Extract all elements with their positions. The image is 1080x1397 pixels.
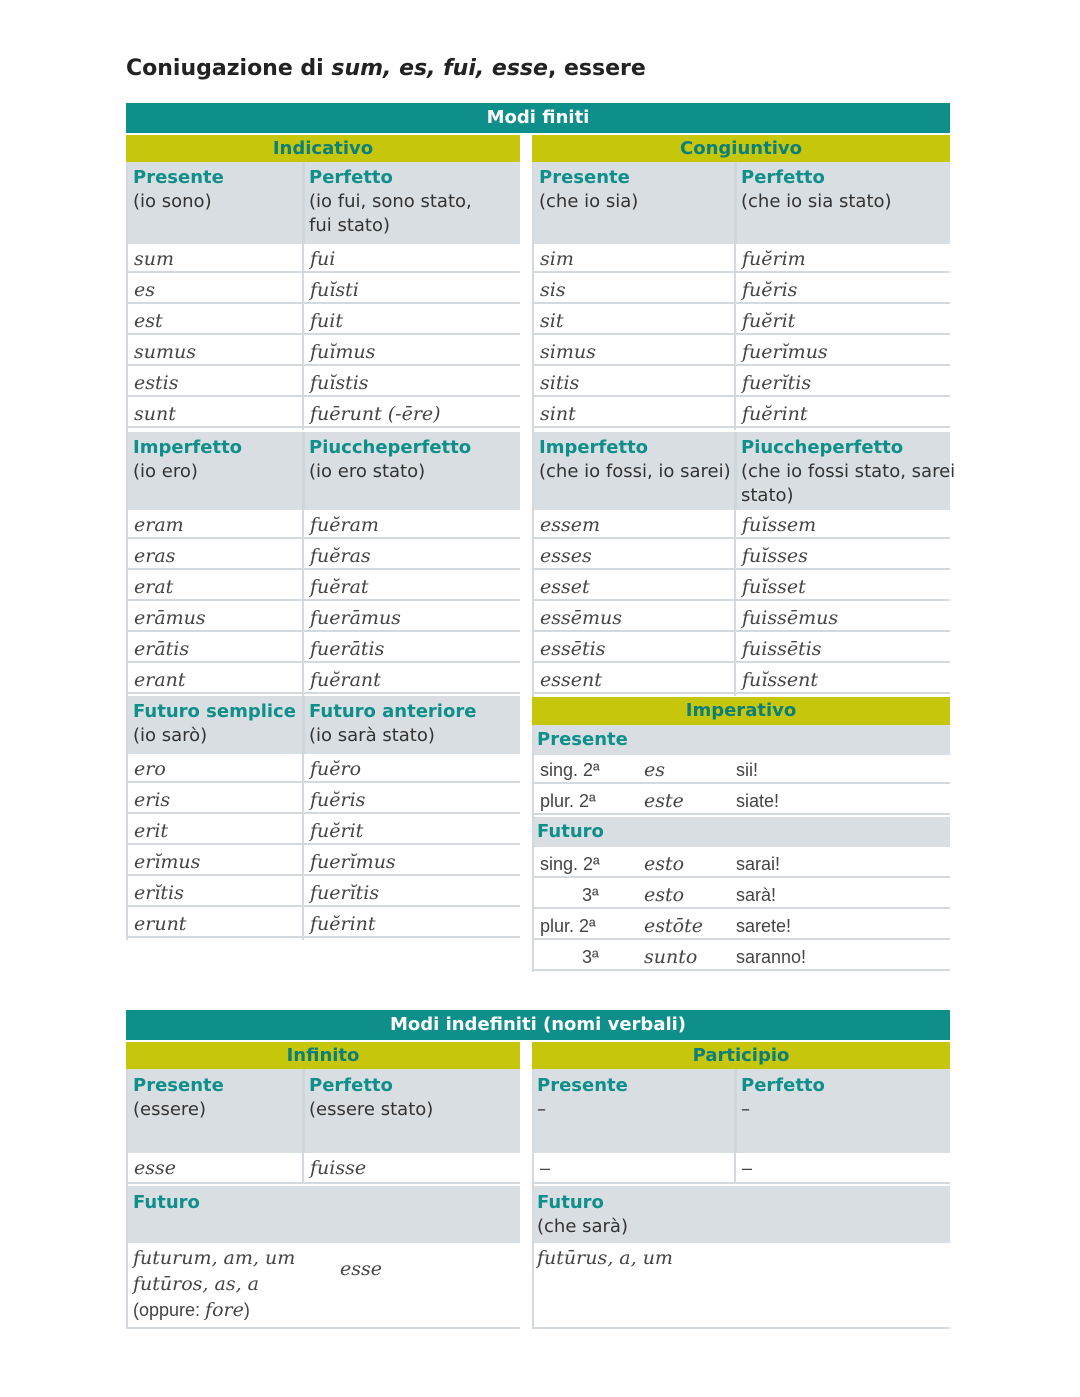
form-left: ero — [134, 758, 166, 780]
tense-translation: (che io fossi, io sarei) — [539, 461, 731, 482]
form-left: erit — [134, 820, 169, 842]
tense-header-left — [539, 436, 731, 484]
tense-name: Perfetto — [741, 167, 825, 188]
tense-translation: (io sarà stato) — [309, 725, 435, 746]
form-right: fuĭssem — [734, 510, 816, 541]
imperativo-person: sing. 2ª — [540, 854, 600, 874]
title-suffix: , essere — [547, 56, 646, 81]
form-right: fuerĭmus — [302, 847, 396, 878]
form-right: fuerātis — [302, 634, 384, 665]
form-left: eras — [134, 545, 176, 567]
title-verb: sum, es, fui, esse — [331, 56, 548, 81]
infinito-futuro-header: Futuro — [133, 1192, 200, 1213]
imperativo-translation: sarà! — [736, 885, 777, 905]
indicativo-header: Indicativo — [126, 135, 520, 162]
tense-name: Imperfetto — [133, 437, 243, 458]
tense-translation: (che io fossi stato, sarei stato) — [741, 461, 956, 506]
form-left: sunt — [134, 403, 176, 425]
infinito-row — [128, 1153, 520, 1184]
form-left: sit — [540, 310, 564, 332]
form-right: fuerĭtis — [734, 368, 811, 399]
tense-header-left — [133, 436, 242, 484]
form-right: fuĭsses — [734, 541, 808, 572]
imperativo-row — [534, 911, 950, 940]
infinito-perfetto-header: Perfetto (essere stato) — [309, 1075, 434, 1120]
infinito-presente-value: esse — [134, 1157, 176, 1179]
participio-perfetto-value: – — [734, 1153, 752, 1184]
infinito-futuro-row — [128, 1243, 520, 1329]
form-right: fuerĭmus — [734, 337, 828, 368]
form-right: fuĕrint — [302, 909, 376, 940]
imperativo-row — [534, 880, 950, 909]
form-left: erĭmus — [134, 851, 201, 873]
form-right: fuĕrit — [302, 816, 363, 847]
tense-header-right — [309, 700, 476, 748]
tense-translation: (io sarò) — [133, 725, 208, 746]
form-left: sitis — [540, 372, 580, 394]
tense-name: Presente — [539, 167, 630, 188]
page-title — [126, 56, 646, 81]
form-right: fuĕro — [302, 754, 361, 785]
form-right: fuĭsti — [302, 275, 359, 306]
conjugation-row — [128, 368, 520, 397]
conjugation-row — [128, 785, 520, 814]
conjugation-row — [128, 510, 520, 539]
imperativo-form: esto — [644, 853, 685, 875]
tense-header-left — [133, 700, 296, 748]
form-right: fuĕrit — [734, 306, 795, 337]
conjugation-row — [534, 572, 950, 601]
form-left: sim — [540, 248, 574, 270]
form-left: essēmus — [540, 607, 622, 629]
participio-presente-header: Presente – — [537, 1075, 628, 1120]
form-left: eris — [134, 789, 171, 811]
form-left: erĭtis — [134, 882, 184, 904]
tense-name: Piuccheperfetto — [309, 437, 472, 458]
form-left: sum — [134, 248, 175, 270]
form-left: sint — [540, 403, 576, 425]
form-right: fuērunt (-ēre) — [302, 399, 441, 430]
imperativo-translation: sii! — [736, 760, 758, 780]
form-left: erant — [134, 669, 186, 691]
form-left: est — [134, 310, 163, 332]
infinito-divider — [302, 1069, 305, 1153]
form-right: fui — [302, 244, 335, 275]
tense-name: Futuro semplice — [133, 701, 296, 722]
form-right: fuĕrim — [734, 244, 806, 275]
imperativo-person: 3ª — [582, 947, 599, 967]
modi-finiti-header: Modi finiti — [126, 103, 950, 133]
conjugation-row — [534, 275, 950, 304]
imperativo-form: esto — [644, 884, 685, 906]
form-left: esses — [540, 545, 592, 567]
tense-translation: (io ero) — [133, 461, 198, 482]
form-right: fuĭmus — [302, 337, 375, 368]
form-left: estis — [134, 372, 179, 394]
conjugation-row — [128, 603, 520, 632]
imperativo-form: sunto — [644, 946, 698, 968]
conjugation-row — [534, 634, 950, 663]
conjugation-row — [128, 909, 520, 938]
tense-divider — [302, 432, 305, 510]
form-left: erunt — [134, 913, 187, 935]
modi-indefiniti-header: Modi indefiniti (nomi verbali) — [126, 1010, 950, 1040]
participio-perfetto-header: Perfetto – — [741, 1075, 825, 1120]
form-left: essētis — [540, 638, 606, 660]
form-right: fuĭstis — [302, 368, 369, 399]
tense-divider — [734, 432, 737, 510]
infinito-header: Infinito — [126, 1042, 520, 1069]
tense-header-right — [309, 436, 471, 484]
tense-translation: (io sono) — [133, 191, 212, 212]
imperativo-row — [534, 786, 950, 815]
infinito-presente-header: Presente (essere) — [133, 1075, 224, 1120]
imperativo-person: plur. 2ª — [540, 916, 596, 936]
imperativo-translation: siate! — [736, 791, 780, 811]
conjugation-row — [128, 847, 520, 876]
imperativo-presente-label: Presente — [537, 729, 628, 750]
imperativo-header: Imperativo — [532, 697, 950, 725]
form-left: eram — [134, 514, 184, 536]
imperativo-row — [534, 849, 950, 878]
imperativo-row — [534, 755, 950, 784]
form-left: erātis — [134, 638, 190, 660]
form-right: fuĕris — [734, 275, 797, 306]
imperativo-person: 3ª — [582, 885, 599, 905]
form-left: erat — [134, 576, 174, 598]
tense-header-left — [539, 166, 638, 214]
form-left: essent — [540, 669, 602, 691]
conjugation-row — [128, 337, 520, 366]
conjugation-row — [534, 603, 950, 632]
conjugation-row — [128, 634, 520, 663]
conjugation-row — [128, 275, 520, 304]
infinito-futuro-forms: futurum, am, um futūros, as, a (oppure: fore) — [133, 1247, 296, 1321]
congiuntivo-header: Congiuntivo — [532, 135, 950, 162]
conjugation-row — [534, 665, 950, 694]
imperativo-form: este — [644, 790, 684, 812]
form-right: fuĕras — [302, 541, 371, 572]
form-left: simus — [540, 341, 596, 363]
infinito-perfetto-value: fuisse — [302, 1153, 366, 1184]
form-right: fuĭsset — [734, 572, 806, 603]
participio-row — [534, 1153, 950, 1184]
imperativo-futuro-label: Futuro — [537, 821, 604, 842]
conjugation-row — [128, 665, 520, 694]
form-right: fuĕram — [302, 510, 379, 541]
form-right: fuĕrat — [302, 572, 369, 603]
tense-translation: (io fui, sono stato, fui stato) — [309, 191, 472, 236]
conjugation-row — [534, 306, 950, 335]
form-right: fuerĭtis — [302, 878, 379, 909]
title-prefix: Coniugazione di — [126, 56, 332, 81]
participio-futuro-row — [534, 1243, 950, 1329]
form-right: fuerāmus — [302, 603, 401, 634]
participio-futuro-header: Futuro (che sarà) — [537, 1192, 628, 1237]
form-left: sumus — [134, 341, 196, 363]
tense-name: Futuro anteriore — [309, 701, 477, 722]
imperativo-person: sing. 2ª — [540, 760, 600, 780]
form-right: fuĭssent — [734, 665, 818, 696]
tense-translation: (io ero stato) — [309, 461, 426, 482]
imperativo-translation: sarai! — [736, 854, 781, 874]
tense-name: Piuccheperfetto — [741, 437, 904, 458]
conjugation-row — [534, 244, 950, 273]
imperativo-translation: sarete! — [736, 916, 792, 936]
tense-translation: (che io sia) — [539, 191, 639, 212]
imperativo-form: estōte — [644, 915, 703, 937]
participio-header: Participio — [532, 1042, 950, 1069]
form-left: sis — [540, 279, 566, 301]
conjugation-row — [128, 306, 520, 335]
imperativo-translation: saranno! — [736, 947, 807, 967]
participio-divider — [734, 1069, 737, 1153]
conjugation-row — [534, 541, 950, 570]
form-left: esset — [540, 576, 590, 598]
form-right: fuĕrint — [734, 399, 808, 430]
form-right: fuit — [302, 306, 343, 337]
tense-header-left — [133, 166, 224, 214]
form-right: fuissēmus — [734, 603, 838, 634]
tense-header-right — [309, 166, 472, 238]
conjugation-row — [128, 878, 520, 907]
conjugation-row — [534, 337, 950, 366]
tense-name: Imperfetto — [539, 437, 649, 458]
conjugation-row — [128, 754, 520, 783]
conjugation-row — [128, 244, 520, 273]
form-right: fuĕris — [302, 785, 365, 816]
tense-divider — [302, 162, 305, 244]
form-right: fuĕrant — [302, 665, 381, 696]
conjugation-row — [128, 541, 520, 570]
tense-header-right — [741, 166, 892, 214]
conjugation-row — [534, 510, 950, 539]
conjugation-row — [128, 572, 520, 601]
imperativo-form: es — [644, 759, 665, 781]
form-left: erāmus — [134, 607, 206, 629]
conjugation-row — [534, 399, 950, 428]
tense-translation: (che io sia stato) — [741, 191, 892, 212]
form-left: essem — [540, 514, 601, 536]
imperativo-row — [534, 942, 950, 971]
tense-divider — [302, 696, 305, 754]
tense-header-right — [741, 436, 955, 508]
imperativo-person: plur. 2ª — [540, 791, 596, 811]
participio-futuro-value: futūrus, a, um — [537, 1247, 673, 1269]
conjugation-row — [128, 399, 520, 428]
tense-divider — [734, 162, 737, 244]
tense-name: Perfetto — [309, 167, 393, 188]
infinito-futuro-esse: esse — [340, 1258, 382, 1280]
form-right: fuissētis — [734, 634, 822, 665]
conjugation-row — [534, 368, 950, 397]
form-left: es — [134, 279, 155, 301]
conjugation-row — [128, 816, 520, 845]
participio-presente-value: – — [540, 1158, 551, 1178]
tense-name: Presente — [133, 167, 224, 188]
